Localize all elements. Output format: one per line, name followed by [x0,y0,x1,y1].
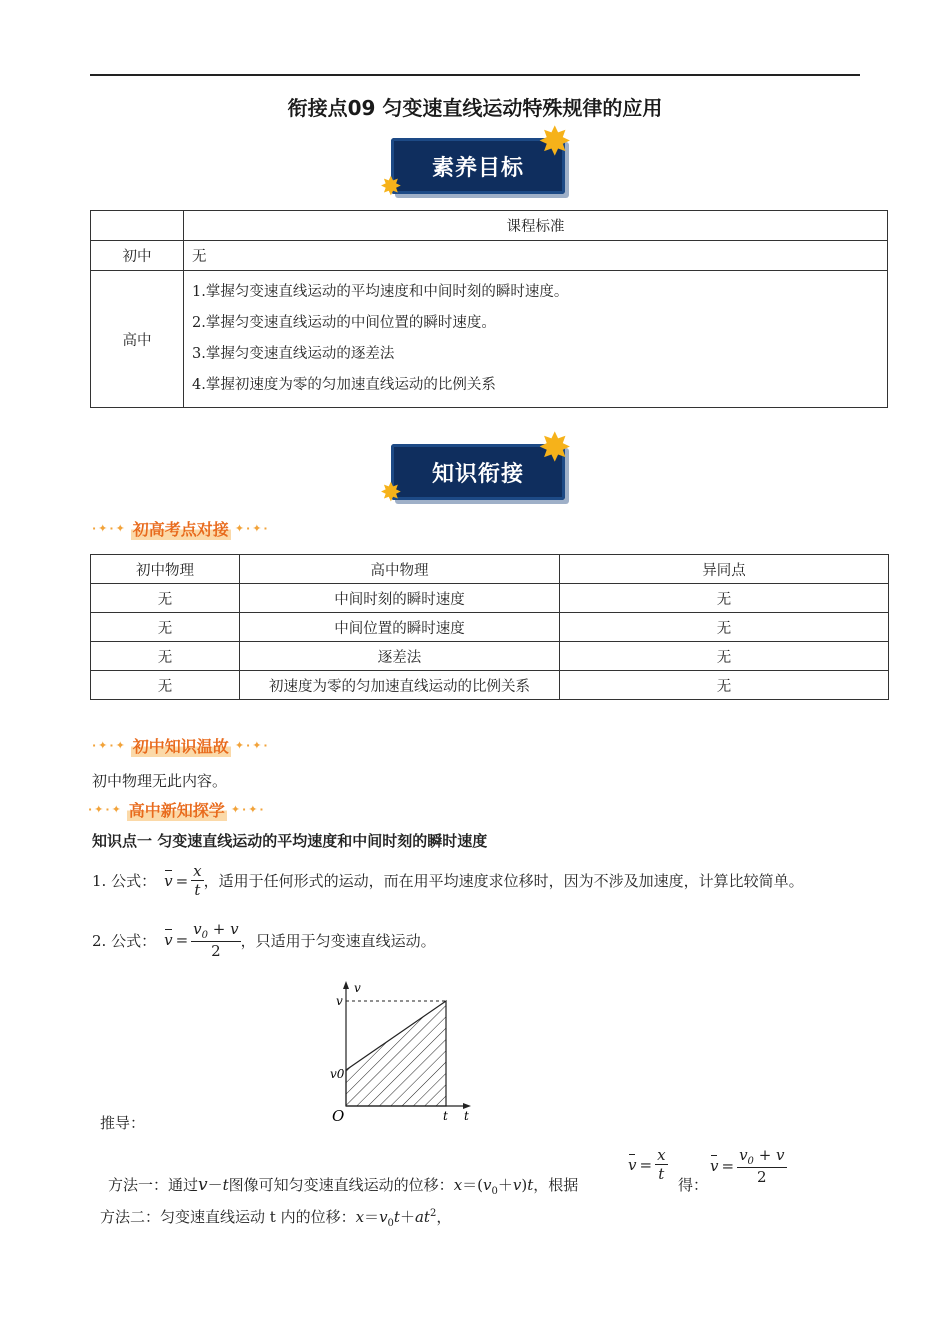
table-corner [91,211,184,241]
v-tick-label: v [336,994,343,1008]
table-header-row: 初中物理 高中物理 异同点 [91,555,889,584]
origin-label: O [332,1107,345,1125]
document-title: 衔接点09 匀变速直线运动特殊规律的应用 [287,96,663,120]
subheading-review: ·✦·✦ 初中知识温故 ✦·✦· [92,734,270,757]
sparkle-icon: ✦·✦· [230,803,266,816]
sparkle-icon: ·✦·✦ [92,739,127,752]
comparison-table [90,554,889,700]
y-axis-arrow-icon [343,981,349,989]
x-axis-label: t [464,1109,469,1123]
table-row: 高中 1.掌握匀变速直线运动的平均速度和中间时刻的瞬时速度。 2.掌握匀变速直线运动的中间位置的瞬时速度。 3.掌握匀变速直线运动的逐差法 4.掌握初速度为零的匀加速直线运动的比例关系 [91,271,888,408]
subheading-compare: ·✦·✦ 初高考点对接 ✦·✦· [92,517,270,540]
mean-velocity-formula: v = $\frac{v_0 + v}{2}$ [164,920,239,960]
method-1-formula-b: v = $\frac{v_0 + v}{2}$ [710,1146,785,1186]
method-2: 方法二：匀变速直线运动 t 内的位移：$x=v_0t+at^2$， [100,1208,452,1229]
standard-lines: 1.掌握匀变速直线运动的平均速度和中间时刻的瞬时速度。 2.掌握匀变速直线运动的中间位置的瞬时速度。 3.掌握匀变速直线运动的逐差法 4.掌握初速度为零的匀加速直线运动的比例关系 [184,271,888,408]
derivation-label: 推导： [100,1114,146,1132]
t-tick-label: t [443,1109,448,1123]
table-row: 无 逐差法 无 [91,642,889,671]
table-row: 无 初速度为零的匀加速直线运动的比例关系 无 [91,671,889,700]
table-row: 无 中间位置的瞬时速度 无 [91,613,889,642]
average-velocity-formula: v = $\frac{x}{t}$ [164,862,202,899]
sparkle-icon: ·✦·✦ [88,803,123,816]
velocity-time-graph [326,978,486,1128]
sparkle-icon: ·✦·✦ [92,522,127,535]
link-badge-label: 知识衔接 [391,444,565,500]
formula-2: 2. 公式： v = $\frac{v_0 + v}{2}$ ，只适用于匀变速直线运动。 [92,920,436,960]
method-1-got: 得： [678,1176,709,1194]
y-axis-label: v [354,981,361,995]
table-header: 课程标准 [184,211,888,241]
formula-1: 1. 公式： v = $\frac{x}{t}$ ，适用于任何形式的运动，而在用平均速度求位移时，因为不涉及加速度，计算比较简单。 [92,862,804,899]
knowledge-point-title: 知识点一 匀变速直线运动的平均速度和中间时刻的瞬时速度 [92,832,488,850]
v0-tick-label: v0 [330,1067,345,1081]
sparkle-icon: ✦·✦· [234,739,270,752]
star-icon: ✸ [538,425,572,471]
method-1: 方法一：通过v－t图像可知匀变速直线运动的位移：$x=(v_0+v)t$，根据 [108,1175,579,1197]
header-rule [90,74,860,76]
table-row: 无 中间时刻的瞬时速度 无 [91,584,889,613]
star-icon: ✸ [380,172,402,202]
star-icon: ✸ [380,478,402,508]
table-row: 初中 无 [91,241,888,271]
method-1-formula-a: v = $\frac{x}{t}$ [628,1146,666,1183]
curriculum-standard-table [90,210,888,408]
star-icon: ✸ [538,119,572,165]
sparkle-icon: ✦·✦· [234,522,270,535]
goals-badge-label: 素养目标 [391,138,565,194]
shaded-area [346,1001,446,1106]
review-text: 初中物理无此内容。 [92,772,228,790]
subheading-new: ·✦·✦ 高中新知探学 ✦·✦· [88,798,266,821]
